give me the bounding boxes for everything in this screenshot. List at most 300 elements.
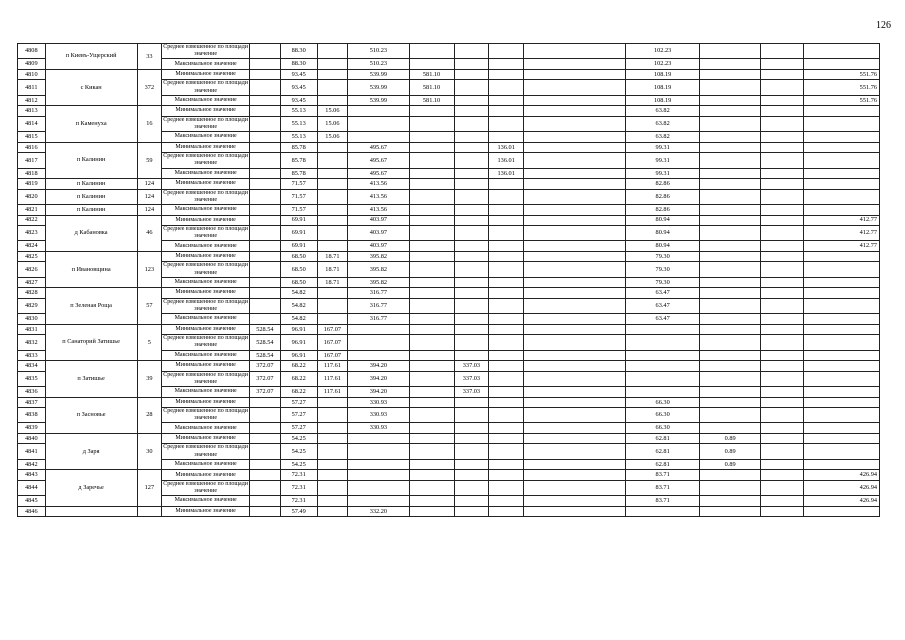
value-cell bbox=[804, 387, 880, 398]
value-cell bbox=[409, 44, 454, 59]
row-id-cell: 4810 bbox=[18, 69, 46, 80]
value-cell: 528.54 bbox=[250, 335, 281, 350]
value-cell bbox=[524, 324, 626, 335]
value-cell bbox=[804, 44, 880, 59]
value-cell bbox=[524, 262, 626, 277]
value-cell bbox=[524, 350, 626, 361]
value-cell bbox=[761, 470, 804, 481]
value-cell bbox=[250, 44, 281, 59]
row-id-cell: 4808 bbox=[18, 44, 46, 59]
value-cell bbox=[250, 153, 281, 168]
value-cell: 581.10 bbox=[409, 80, 454, 95]
value-cell bbox=[804, 189, 880, 204]
value-cell bbox=[804, 116, 880, 131]
value-cell bbox=[317, 433, 348, 444]
value-cell bbox=[409, 298, 454, 313]
value-cell: 69.91 bbox=[280, 226, 317, 241]
value-cell bbox=[250, 480, 281, 495]
value-cell bbox=[348, 335, 409, 350]
row-id-cell: 4828 bbox=[18, 288, 46, 299]
value-cell bbox=[409, 350, 454, 361]
value-cell bbox=[761, 335, 804, 350]
value-cell bbox=[250, 80, 281, 95]
value-cell bbox=[489, 433, 524, 444]
row-id-cell: 4841 bbox=[18, 444, 46, 459]
value-cell bbox=[409, 215, 454, 226]
value-cell bbox=[699, 298, 760, 313]
value-cell bbox=[524, 387, 626, 398]
value-cell bbox=[524, 423, 626, 434]
value-cell bbox=[454, 69, 489, 80]
value-cell bbox=[804, 277, 880, 288]
value-cell bbox=[409, 106, 454, 117]
value-type-cell: Минимальное значение bbox=[162, 397, 250, 408]
value-cell: 426.94 bbox=[804, 496, 880, 507]
value-cell bbox=[524, 106, 626, 117]
value-cell: 510.23 bbox=[348, 59, 409, 70]
value-cell: 539.99 bbox=[348, 80, 409, 95]
value-cell bbox=[348, 444, 409, 459]
value-type-cell: Максимальное значение bbox=[162, 387, 250, 398]
table-row bbox=[18, 189, 880, 204]
row-id-cell: 4845 bbox=[18, 496, 46, 507]
value-cell bbox=[489, 459, 524, 470]
value-cell bbox=[454, 350, 489, 361]
row-id-cell: 4825 bbox=[18, 251, 46, 262]
value-cell bbox=[699, 423, 760, 434]
value-cell bbox=[317, 241, 348, 252]
value-cell bbox=[804, 361, 880, 372]
value-cell bbox=[454, 470, 489, 481]
value-cell: 337.03 bbox=[454, 371, 489, 386]
value-cell bbox=[524, 470, 626, 481]
value-cell bbox=[761, 496, 804, 507]
value-cell bbox=[409, 59, 454, 70]
table-row bbox=[18, 361, 880, 372]
value-type-cell: Среднее взвешенное по площади значение bbox=[163, 371, 248, 385]
value-cell bbox=[524, 168, 626, 179]
value-cell: 18.71 bbox=[317, 262, 348, 277]
value-cell bbox=[489, 480, 524, 495]
value-cell bbox=[409, 142, 454, 153]
value-cell bbox=[250, 496, 281, 507]
value-cell bbox=[250, 444, 281, 459]
value-cell bbox=[489, 470, 524, 481]
value-cell bbox=[409, 179, 454, 190]
value-cell bbox=[317, 44, 348, 59]
value-cell: 581.10 bbox=[409, 69, 454, 80]
value-cell bbox=[804, 444, 880, 459]
value-cell bbox=[699, 168, 760, 179]
value-cell bbox=[804, 324, 880, 335]
value-cell bbox=[454, 241, 489, 252]
value-cell bbox=[317, 397, 348, 408]
value-cell bbox=[699, 59, 760, 70]
row-id-cell: 4844 bbox=[18, 480, 46, 495]
value-cell bbox=[524, 433, 626, 444]
value-cell bbox=[699, 335, 760, 350]
value-cell: 63.82 bbox=[626, 116, 700, 131]
value-cell bbox=[317, 298, 348, 313]
value-cell bbox=[761, 132, 804, 143]
value-cell bbox=[524, 80, 626, 95]
value-cell: 82.86 bbox=[626, 205, 700, 216]
value-cell bbox=[250, 168, 281, 179]
row-id-cell: 4842 bbox=[18, 459, 46, 470]
value-cell: 80.94 bbox=[626, 215, 700, 226]
value-cell bbox=[761, 215, 804, 226]
value-cell bbox=[761, 142, 804, 153]
value-cell bbox=[489, 397, 524, 408]
value-cell bbox=[348, 106, 409, 117]
value-cell bbox=[524, 95, 626, 106]
table-row bbox=[18, 324, 880, 335]
value-cell bbox=[524, 153, 626, 168]
value-type-cell: Максимальное значение bbox=[162, 168, 250, 179]
value-cell: 495.67 bbox=[348, 168, 409, 179]
value-cell bbox=[699, 277, 760, 288]
value-cell: 72.31 bbox=[280, 496, 317, 507]
value-cell bbox=[317, 80, 348, 95]
value-cell bbox=[489, 506, 524, 517]
population-cell: 124 bbox=[137, 189, 162, 204]
value-cell bbox=[250, 470, 281, 481]
value-cell: 0.89 bbox=[699, 444, 760, 459]
value-cell bbox=[409, 226, 454, 241]
value-cell bbox=[761, 153, 804, 168]
value-cell: 539.99 bbox=[348, 69, 409, 80]
value-type-cell: Максимальное значение bbox=[162, 459, 250, 470]
value-cell bbox=[804, 251, 880, 262]
value-cell: 403.97 bbox=[348, 215, 409, 226]
value-type-cell: Минимальное значение bbox=[162, 251, 250, 262]
row-id-cell: 4809 bbox=[18, 59, 46, 70]
value-type-cell: Среднее взвешенное по площади значение bbox=[163, 444, 248, 458]
value-cell: 66.30 bbox=[626, 423, 700, 434]
value-cell bbox=[454, 444, 489, 459]
value-cell bbox=[626, 361, 700, 372]
value-cell bbox=[524, 241, 626, 252]
value-cell: 108.19 bbox=[626, 80, 700, 95]
value-cell bbox=[699, 387, 760, 398]
value-cell: 551.76 bbox=[804, 80, 880, 95]
value-cell: 539.99 bbox=[348, 95, 409, 106]
value-type-cell: Минимальное значение bbox=[162, 470, 250, 481]
value-cell bbox=[626, 350, 700, 361]
value-cell: 54.25 bbox=[280, 459, 317, 470]
value-cell: 337.03 bbox=[454, 361, 489, 372]
value-cell: 167.07 bbox=[317, 350, 348, 361]
value-cell: 528.54 bbox=[250, 324, 281, 335]
value-cell bbox=[250, 132, 281, 143]
value-cell: 18.71 bbox=[317, 277, 348, 288]
row-id-cell: 4820 bbox=[18, 189, 46, 204]
value-type-cell: Минимальное значение bbox=[162, 69, 250, 80]
value-cell bbox=[317, 480, 348, 495]
row-id-cell: 4830 bbox=[18, 314, 46, 325]
value-type-cell: Среднее взвешенное по площади значение bbox=[163, 480, 248, 495]
value-cell bbox=[489, 80, 524, 95]
value-cell bbox=[699, 241, 760, 252]
row-id-cell: 4838 bbox=[18, 408, 46, 423]
value-cell bbox=[761, 408, 804, 423]
value-cell bbox=[761, 95, 804, 106]
value-cell bbox=[454, 459, 489, 470]
table-row bbox=[18, 142, 880, 153]
value-cell bbox=[250, 262, 281, 277]
value-cell bbox=[317, 496, 348, 507]
value-cell: 93.45 bbox=[280, 80, 317, 95]
value-cell: 68.50 bbox=[280, 262, 317, 277]
value-cell: 528.54 bbox=[250, 350, 281, 361]
population-cell: 28 bbox=[137, 397, 162, 433]
population-cell: 30 bbox=[137, 433, 162, 469]
value-cell bbox=[699, 506, 760, 517]
value-cell bbox=[454, 226, 489, 241]
value-cell bbox=[761, 298, 804, 313]
value-cell: 57.27 bbox=[280, 397, 317, 408]
value-cell bbox=[626, 371, 700, 386]
locality-cell: п Киевъ-Ущерский bbox=[45, 44, 137, 70]
value-cell bbox=[454, 142, 489, 153]
value-cell bbox=[489, 116, 524, 131]
value-cell: 581.10 bbox=[409, 95, 454, 106]
value-type-cell: Минимальное значение bbox=[162, 288, 250, 299]
value-cell: 102.23 bbox=[626, 59, 700, 70]
value-cell bbox=[761, 168, 804, 179]
value-cell bbox=[454, 179, 489, 190]
value-cell bbox=[409, 433, 454, 444]
value-cell bbox=[699, 189, 760, 204]
population-cell: 5 bbox=[137, 324, 162, 360]
value-cell bbox=[454, 397, 489, 408]
value-cell: 372.07 bbox=[250, 361, 281, 372]
value-cell: 93.45 bbox=[280, 95, 317, 106]
locality-cell: п Калинин bbox=[45, 142, 137, 178]
locality-cell: д Кабановка bbox=[45, 215, 137, 251]
value-cell bbox=[489, 179, 524, 190]
value-cell bbox=[489, 277, 524, 288]
value-cell bbox=[761, 251, 804, 262]
value-cell bbox=[761, 371, 804, 386]
locality-cell: д Заречье bbox=[45, 470, 137, 506]
value-cell: 66.30 bbox=[626, 397, 700, 408]
value-cell: 88.30 bbox=[280, 44, 317, 59]
table-row bbox=[18, 251, 880, 262]
table-row bbox=[18, 397, 880, 408]
value-cell bbox=[804, 371, 880, 386]
value-cell: 495.67 bbox=[348, 142, 409, 153]
value-type-cell: Минимальное значение bbox=[162, 433, 250, 444]
value-cell bbox=[409, 168, 454, 179]
value-cell bbox=[804, 288, 880, 299]
value-cell: 55.13 bbox=[280, 106, 317, 117]
value-cell: 96.91 bbox=[280, 350, 317, 361]
value-cell bbox=[454, 496, 489, 507]
value-type-cell: Среднее взвешенное по площади значение bbox=[163, 298, 248, 313]
value-type-cell: Максимальное значение bbox=[162, 59, 250, 70]
value-cell bbox=[250, 298, 281, 313]
value-cell bbox=[761, 226, 804, 241]
value-cell bbox=[524, 408, 626, 423]
value-cell bbox=[489, 361, 524, 372]
value-cell bbox=[761, 423, 804, 434]
value-cell bbox=[317, 153, 348, 168]
value-cell: 316.77 bbox=[348, 314, 409, 325]
value-cell: 69.91 bbox=[280, 241, 317, 252]
value-cell bbox=[524, 205, 626, 216]
value-cell bbox=[489, 44, 524, 59]
row-id-cell: 4840 bbox=[18, 433, 46, 444]
value-cell bbox=[804, 314, 880, 325]
value-cell bbox=[454, 132, 489, 143]
locality-cell: п Затишье bbox=[45, 361, 137, 397]
value-cell: 79.30 bbox=[626, 277, 700, 288]
value-cell bbox=[804, 350, 880, 361]
value-cell: 88.30 bbox=[280, 59, 317, 70]
value-type-cell: Максимальное значение bbox=[162, 132, 250, 143]
value-cell bbox=[250, 241, 281, 252]
row-id-cell: 4818 bbox=[18, 168, 46, 179]
value-cell: 403.97 bbox=[348, 226, 409, 241]
value-cell: 85.78 bbox=[280, 168, 317, 179]
value-type-cell: Минимальное значение bbox=[162, 215, 250, 226]
value-cell bbox=[454, 314, 489, 325]
value-cell: 54.82 bbox=[280, 288, 317, 299]
value-cell: 117.61 bbox=[317, 387, 348, 398]
table-row bbox=[18, 506, 880, 517]
value-cell bbox=[626, 387, 700, 398]
value-cell bbox=[250, 226, 281, 241]
locality-cell: п Ивановщина bbox=[45, 251, 137, 287]
table-row bbox=[18, 433, 880, 444]
value-cell: 99.31 bbox=[626, 168, 700, 179]
value-cell: 117.61 bbox=[317, 371, 348, 386]
value-cell: 316.77 bbox=[348, 288, 409, 299]
value-cell bbox=[804, 335, 880, 350]
value-cell bbox=[250, 179, 281, 190]
value-cell bbox=[409, 408, 454, 423]
value-type-cell: Максимальное значение bbox=[162, 314, 250, 325]
value-cell bbox=[348, 470, 409, 481]
locality-cell: п Калинин bbox=[45, 179, 137, 190]
value-cell bbox=[524, 132, 626, 143]
value-cell bbox=[317, 470, 348, 481]
value-cell: 71.57 bbox=[280, 205, 317, 216]
value-cell bbox=[489, 335, 524, 350]
value-cell bbox=[317, 69, 348, 80]
value-cell bbox=[761, 69, 804, 80]
value-cell bbox=[454, 251, 489, 262]
value-cell bbox=[699, 179, 760, 190]
value-cell bbox=[317, 314, 348, 325]
population-cell: 124 bbox=[137, 205, 162, 216]
value-cell bbox=[699, 116, 760, 131]
value-cell bbox=[761, 80, 804, 95]
value-cell bbox=[699, 69, 760, 80]
value-cell bbox=[761, 241, 804, 252]
value-cell: 96.91 bbox=[280, 335, 317, 350]
value-cell: 330.93 bbox=[348, 423, 409, 434]
value-cell bbox=[454, 189, 489, 204]
value-type-cell: Минимальное значение bbox=[162, 361, 250, 372]
value-cell bbox=[524, 277, 626, 288]
row-id-cell: 4821 bbox=[18, 205, 46, 216]
value-cell bbox=[409, 444, 454, 459]
value-cell: 0.89 bbox=[699, 459, 760, 470]
value-cell bbox=[804, 142, 880, 153]
value-cell: 62.81 bbox=[626, 433, 700, 444]
value-cell: 63.47 bbox=[626, 298, 700, 313]
value-cell bbox=[489, 69, 524, 80]
value-cell: 426.94 bbox=[804, 480, 880, 495]
value-cell bbox=[348, 496, 409, 507]
value-type-cell: Минимальное значение bbox=[162, 106, 250, 117]
value-cell: 99.31 bbox=[626, 153, 700, 168]
value-cell: 63.82 bbox=[626, 106, 700, 117]
value-cell bbox=[524, 506, 626, 517]
value-cell: 551.76 bbox=[804, 95, 880, 106]
value-cell bbox=[409, 496, 454, 507]
value-cell: 412.77 bbox=[804, 215, 880, 226]
value-cell: 79.30 bbox=[626, 251, 700, 262]
value-cell bbox=[250, 408, 281, 423]
value-cell bbox=[524, 480, 626, 495]
value-cell bbox=[317, 205, 348, 216]
row-id-cell: 4835 bbox=[18, 371, 46, 386]
value-cell bbox=[524, 189, 626, 204]
value-cell bbox=[409, 241, 454, 252]
value-cell bbox=[454, 288, 489, 299]
value-cell: 413.56 bbox=[348, 205, 409, 216]
value-cell bbox=[699, 80, 760, 95]
value-cell: 54.25 bbox=[280, 444, 317, 459]
row-id-cell: 4819 bbox=[18, 179, 46, 190]
value-cell bbox=[699, 262, 760, 277]
value-cell bbox=[626, 324, 700, 335]
page-number: 126 bbox=[876, 20, 891, 31]
value-cell bbox=[489, 423, 524, 434]
value-cell: 68.50 bbox=[280, 277, 317, 288]
table-row bbox=[18, 106, 880, 117]
value-cell bbox=[489, 205, 524, 216]
value-cell bbox=[699, 205, 760, 216]
table-row bbox=[18, 215, 880, 226]
value-cell bbox=[317, 95, 348, 106]
value-cell bbox=[454, 153, 489, 168]
value-cell: 413.56 bbox=[348, 179, 409, 190]
row-id-cell: 4839 bbox=[18, 423, 46, 434]
value-cell: 102.23 bbox=[626, 44, 700, 59]
value-cell bbox=[250, 288, 281, 299]
value-cell bbox=[699, 95, 760, 106]
value-cell bbox=[489, 226, 524, 241]
value-cell bbox=[524, 288, 626, 299]
value-cell bbox=[409, 335, 454, 350]
row-id-cell: 4843 bbox=[18, 470, 46, 481]
row-id-cell: 4836 bbox=[18, 387, 46, 398]
value-cell: 85.78 bbox=[280, 153, 317, 168]
value-cell bbox=[317, 179, 348, 190]
value-cell bbox=[699, 371, 760, 386]
value-cell: 62.81 bbox=[626, 459, 700, 470]
row-id-cell: 4832 bbox=[18, 335, 46, 350]
population-cell: 46 bbox=[137, 215, 162, 251]
row-id-cell: 4823 bbox=[18, 226, 46, 241]
value-cell: 71.57 bbox=[280, 189, 317, 204]
population-cell: 127 bbox=[137, 470, 162, 506]
value-cell bbox=[250, 59, 281, 70]
